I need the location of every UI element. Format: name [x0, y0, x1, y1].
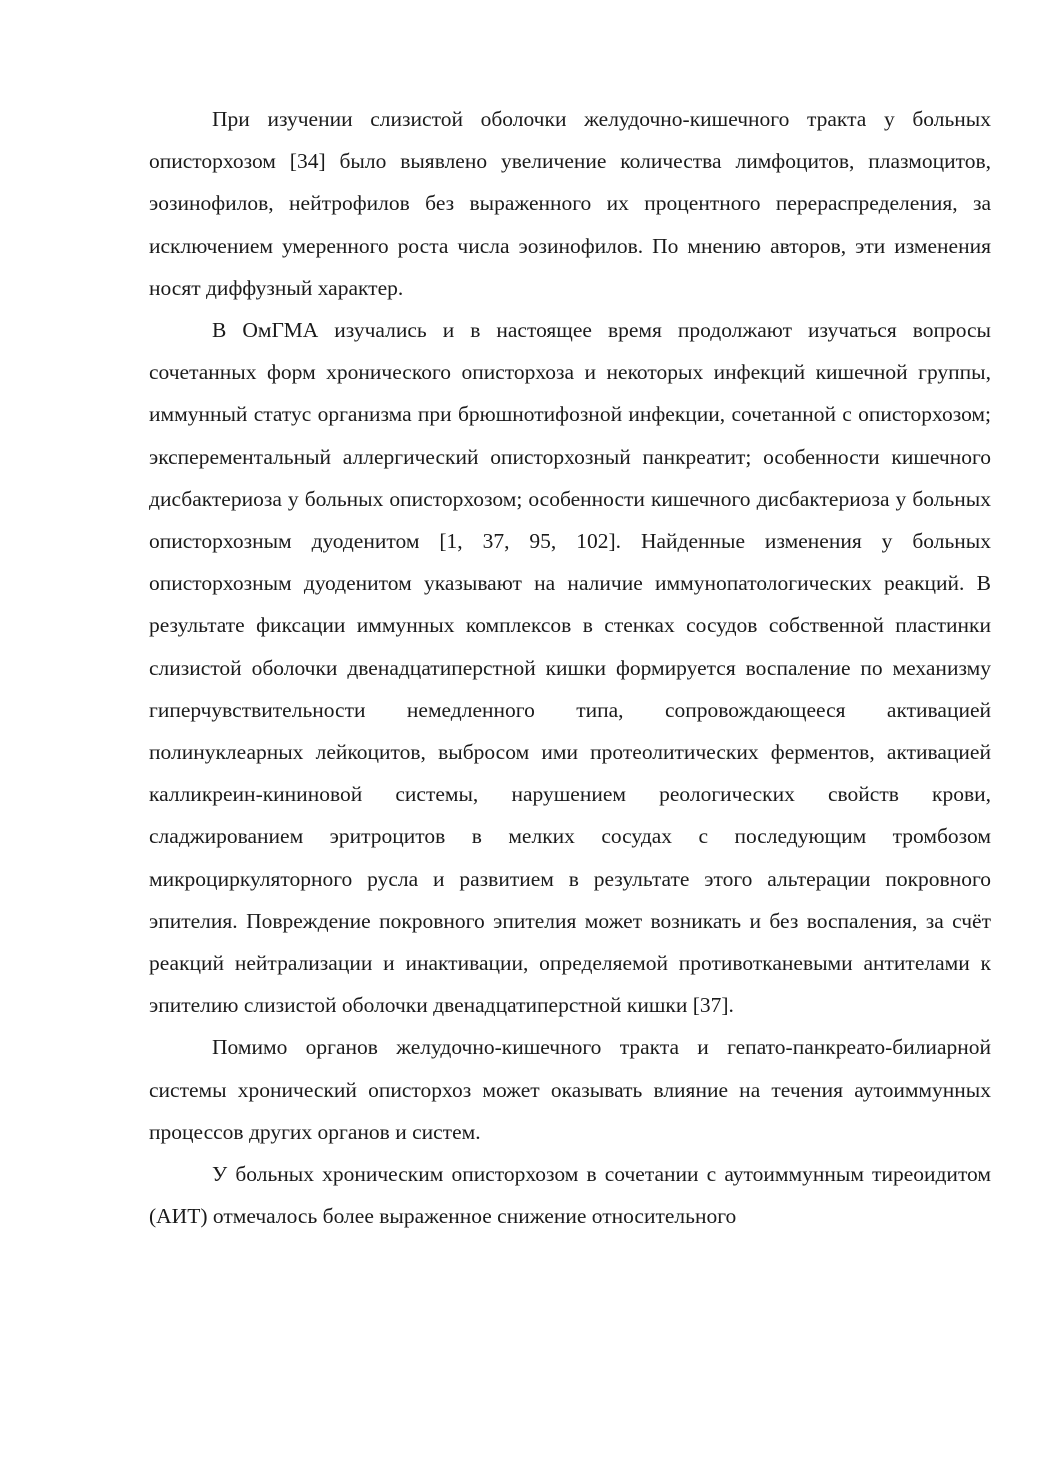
paragraph-1: При изучении слизистой оболочки желудочно-кишечного тракта у больных описторхозом [34] было выявлено увеличение количества лимфоцитов, плазмоцитов, эозинофилов, нейтрофилов без выраженного их процентного перераспределения, за исключением умеренного роста числа эозинофилов. По мнению авторов, эти изменения носят диффузный характер. — [149, 107, 991, 300]
body-text — [149, 98, 991, 1237]
paragraph-4: У больных хроническим описторхозом в сочетании с аутоиммунным тиреоидитом (АИТ) отмечалось более выраженное снижение относительного — [149, 1162, 991, 1229]
paragraph-3: Помимо органов желудочно-кишечного тракта и гепато-панкреато-билиарной системы хронический описторхоз может оказывать влияние на течения аутоиммунных процессов других органов и систем. — [149, 1035, 991, 1144]
paragraph-2: В ОмГМА изучались и в настоящее время продолжают изучаться вопросы сочетанных форм хронического описторхоза и некоторых инфекций кишечной группы, иммунный статус организма при брюшнотифозной инфекции, сочетанной с описторхозом; эксперементальный аллергический описторхозный панкреатит; особенности кишечного дисбактериоза у больных описторхозом; особенности кишечного дисбактериоза у больных описторхозным дуоденитом [1, 37, 95, 102]. Найденные изменения у больных описторхозным дуоденитом указывают на наличие иммунопатологических реакций. В результате фиксации иммунных комплексов в стенках сосудов собственной пластинки слизистой оболочки двенадцатиперстной кишки формируется воспаление по механизму гиперчувствительности немедленного типа, сопровождающееся активацией полинуклеарных лейкоцитов, выбросом ими протеолитических ферментов, активацией калликреин-кининовой системы, нарушением реологических свойств крови, сладжированием эритроцитов в мелких сосудах с последующим тромбозом микроциркуляторного русла и развитием в результате этого альтерации покровного эпителия. Повреждение покровного эпителия может возникать и без воспаления, за счёт реакций нейтрализации и инактивации, определяемой противотканевыми антителами к эпителию слизистой оболочки двенадцатиперстной кишки [37]. — [149, 318, 991, 1018]
